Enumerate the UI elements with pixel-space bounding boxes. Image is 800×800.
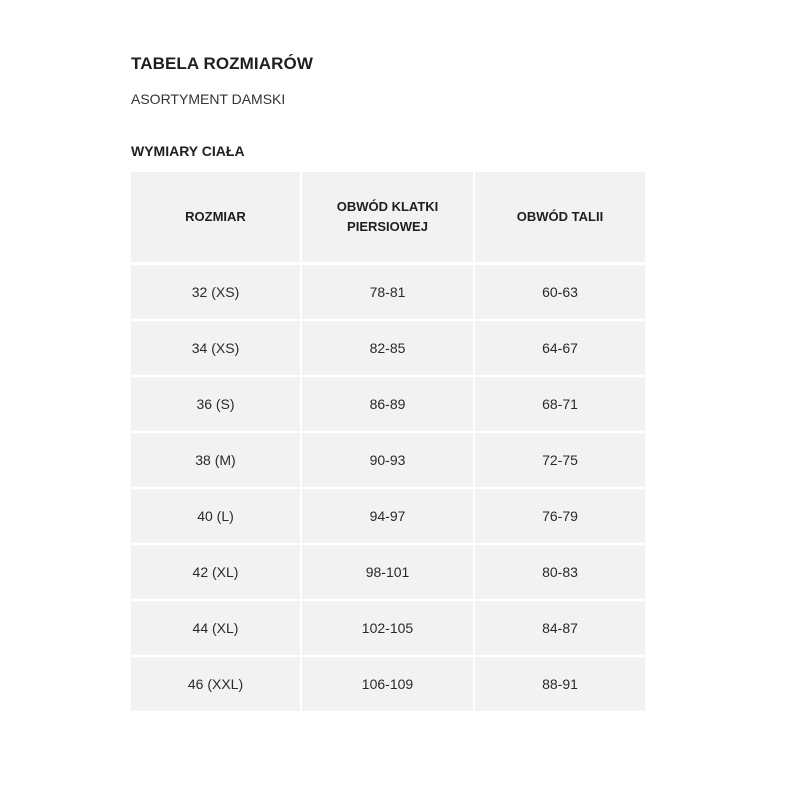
cell-waist: 76-79: [475, 489, 645, 543]
cell-waist: 68-71: [475, 377, 645, 431]
size-table: [131, 172, 645, 713]
cell-size: 44 (XL): [131, 601, 300, 655]
page-title: TABELA ROZMIARÓW: [131, 54, 313, 73]
cell-chest: 94-97: [302, 489, 473, 543]
cell-chest: 98-101: [302, 545, 473, 599]
page-subtitle: ASORTYMENT DAMSKI: [131, 91, 286, 107]
cell-size: 46 (XXL): [131, 657, 300, 711]
cell-size: 40 (L): [131, 489, 300, 543]
section-heading: WYMIARY CIAŁA: [131, 143, 245, 159]
cell-size: 32 (XS): [131, 265, 300, 319]
cell-size: 38 (M): [131, 433, 300, 487]
cell-size: 36 (S): [131, 377, 300, 431]
cell-chest: 78-81: [302, 265, 473, 319]
cell-size: 34 (XS): [131, 321, 300, 375]
cell-chest: 86-89: [302, 377, 473, 431]
cell-chest: 90-93: [302, 433, 473, 487]
cell-waist: 80-83: [475, 545, 645, 599]
cell-waist: 60-63: [475, 265, 645, 319]
cell-chest: 102-105: [302, 601, 473, 655]
cell-chest: 106-109: [302, 657, 473, 711]
cell-waist: 88-91: [475, 657, 645, 711]
cell-size: 42 (XL): [131, 545, 300, 599]
cell-waist: 72-75: [475, 433, 645, 487]
column-header-size: ROZMIAR: [131, 172, 300, 262]
column-header-chest: OBWÓD KLATKI PIERSIOWEJ: [302, 172, 473, 262]
cell-waist: 84-87: [475, 601, 645, 655]
cell-chest: 82-85: [302, 321, 473, 375]
column-header-waist: OBWÓD TALII: [475, 172, 645, 262]
cell-waist: 64-67: [475, 321, 645, 375]
